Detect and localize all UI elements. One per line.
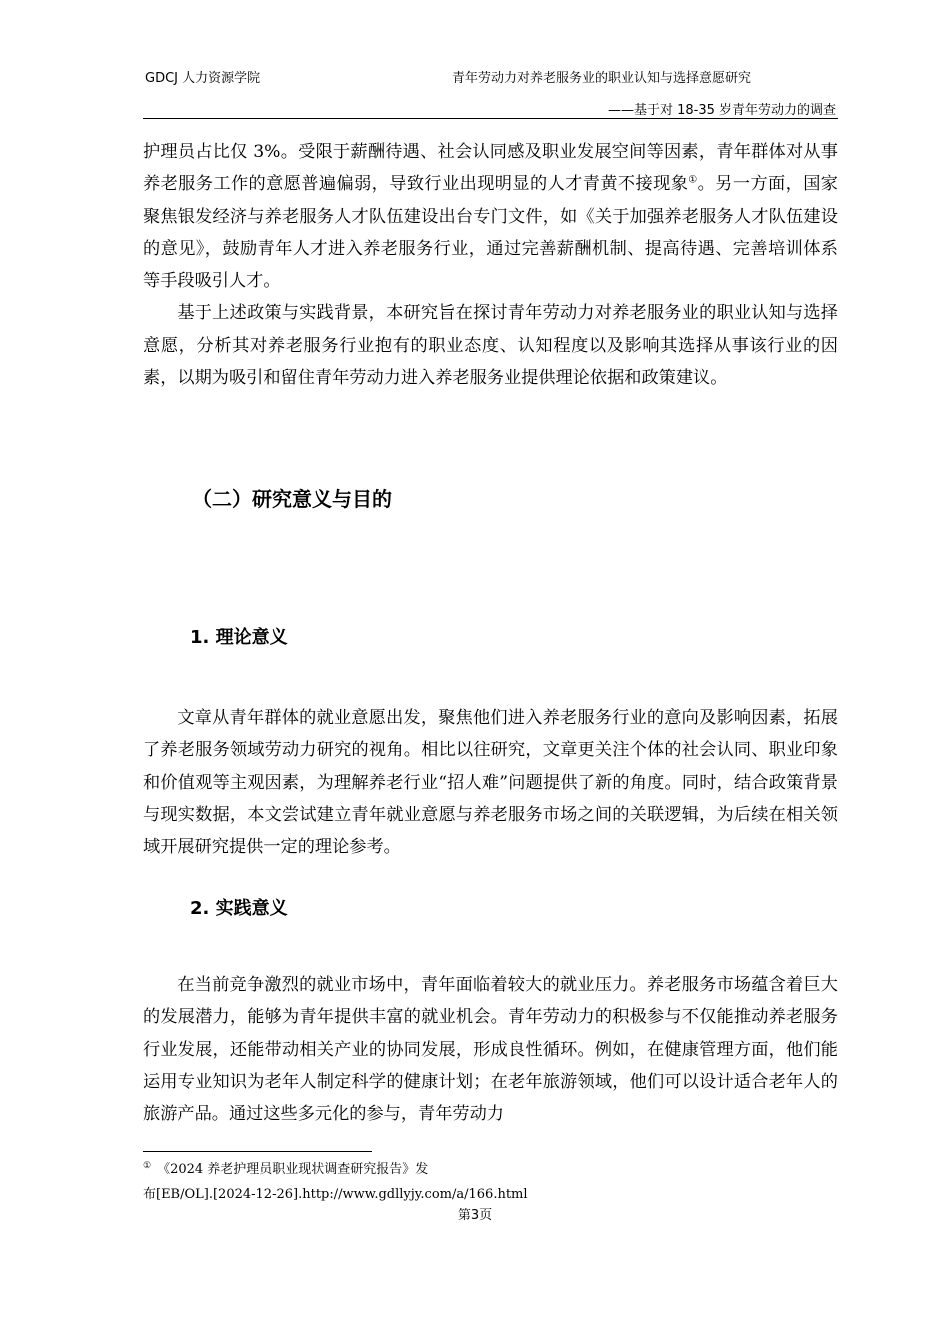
footnote-divider bbox=[143, 1151, 372, 1152]
section-heading: （二）研究意义与目的 bbox=[192, 487, 392, 511]
paragraph-continuation bbox=[143, 136, 838, 297]
header-subtitle: ——基于对 18-35 岁青年劳动力的调查 bbox=[607, 103, 836, 118]
practice-text bbox=[143, 969, 838, 1130]
paragraph-continuation-end: 。另一方面，国家聚焦银发经济与养老服务人才队伍建设出台专门文件，如《关于加强养老服务人才队伍建设的意见》，鼓励青年人才进入养老服务行业，通过完善薪酬机制、提高待遇、完善培训体系等手段吸引人才。 bbox=[143, 174, 838, 292]
footnote-citation: 《2024 养老护理员职业现状调查研究报告》发 bbox=[157, 1162, 429, 1177]
paragraph-continuation-text: 护理员占比仅 3%。受限于薪酬待遇、社会认同感及职业发展空间等因素，青年群体对从事养老服务工作的意愿普遍偏弱，导致行业出现明显的人才青黄不接现象 bbox=[143, 142, 838, 195]
page-number: 第3页 bbox=[457, 1208, 493, 1223]
header-divider bbox=[143, 118, 838, 119]
paragraph-practice: 在当前竞争激烈的就业市场中，青年面临着较大的就业压力。养老服务市场蕴含着巨大的发展潜力，能够为青年提供丰富的就业机会。青年劳动力的积极参与不仅能推动养老服务行业发展，还能带动相关产业的协同发展，形成良性循环。例如，在健康管理方面，他们能运用专业知识为老年人制定科学的健康计划；在老年旅游领域，他们可以设计适合老年人的旅游产品。通过这些多元化的参与，青年劳动力 bbox=[143, 975, 838, 1125]
footnote-line-1 bbox=[143, 1157, 843, 1182]
footnote-line-2[interactable]: 布[EB/OL].[2024-12-26].http://www.gdllyjy.com/a/166.html bbox=[143, 1187, 528, 1202]
footnote bbox=[143, 1157, 843, 1207]
header-title: 青年劳动力对养老服务业的职业认知与选择意愿研究 bbox=[452, 71, 752, 86]
header-left: GDCJ 人力资源学院 bbox=[145, 71, 261, 86]
intro-text bbox=[143, 136, 838, 394]
paragraph-theory: 文章从青年群体的就业意愿出发，聚焦他们进入养老服务行业的意向及影响因素，拓展了养老服务领域劳动力研究的视角。相比以往研究，文章更关注个体的社会认同、职业印象和价值观等主观因素，为理解养老行业“招人难”问题提供了新的角度。同时，结合政策背景与现实数据，本文尝试建立青年就业意愿与养老服务市场之间的关联逻辑，为后续在相关领域开展研究提供一定的理论参考。 bbox=[143, 708, 838, 858]
paragraph-background: 基于上述政策与实践背景，本研究旨在探讨青年劳动力对养老服务业的职业认知与选择意愿，分析其对养老服务行业抱有的职业态度、认知程度以及影响其选择从事该行业的因素，以期为吸引和留住青年劳动力进入养老服务业提供理论依据和政策建议。 bbox=[143, 303, 838, 389]
footnote-reference[interactable]: ① bbox=[688, 174, 698, 186]
theory-text bbox=[143, 702, 838, 863]
subheading-theory: 1. 理论意义 bbox=[190, 627, 288, 648]
subheading-practice: 2. 实践意义 bbox=[190, 898, 288, 919]
footnote-mark: ① bbox=[143, 1160, 152, 1171]
